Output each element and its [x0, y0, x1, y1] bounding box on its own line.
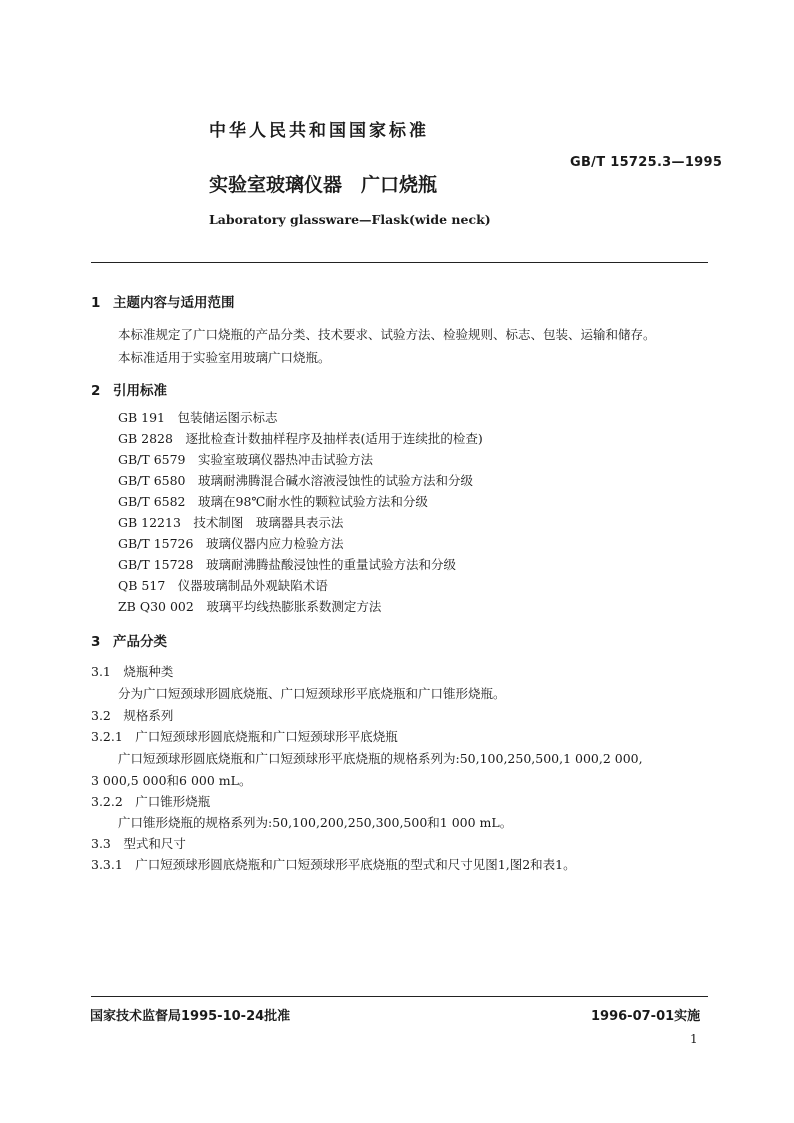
reference-item: GB/T 6580 玻璃耐沸腾混合碱水溶液浸蚀性的试验方法和分级 — [118, 473, 474, 488]
reference-item: GB 12213 技术制图 玻璃器具表示法 — [118, 515, 344, 530]
section-2-heading — [91, 379, 167, 399]
section-1-heading — [91, 291, 235, 311]
reference-item: GB/T 6579 实验室玻璃仪器热冲击试验方法 — [118, 452, 374, 467]
section-3-number: 3 — [91, 634, 101, 650]
subsection-3-2-1-text-line-2: 3 000,5 000和6 000 mL。 — [91, 773, 252, 788]
subsection-3-2-2-label: 3.2.2 广口锥形烧瓶 — [91, 794, 211, 809]
reference-item: GB/T 6582 玻璃在98℃耐水性的颗粒试验方法和分级 — [118, 494, 428, 509]
section-2-number: 2 — [91, 383, 101, 399]
page-number: 1 — [690, 1032, 698, 1046]
section-1-paragraph-2: 本标准适用于实验室用玻璃广口烧瓶。 — [118, 350, 331, 365]
section-1-paragraph-1: 本标准规定了广口烧瓶的产品分类、技术要求、试验方法、检验规则、标志、包装、运输和储存。 — [118, 327, 656, 342]
subsection-3-1-label: 3.1 烧瓶种类 — [91, 664, 174, 679]
reference-standards-list — [118, 407, 483, 617]
document-title-cn: 实验室玻璃仪器 广口烧瓶 — [209, 174, 438, 196]
subsection-3-2-1-text-line-1: 广口短颈球形圆底烧瓶和广口短颈球形平底烧瓶的规格系列为:50,100,250,500,1 000,2 000, — [118, 751, 643, 766]
country-standard-heading: 中华人民共和国国家标准 — [209, 121, 429, 141]
reference-item: GB 2828 逐批检查计数抽样程序及抽样表(适用于连续批的检查) — [118, 431, 483, 446]
reference-item: GB/T 15728 玻璃耐沸腾盐酸浸蚀性的重量试验方法和分级 — [118, 557, 456, 572]
section-1-title: 主题内容与适用范围 — [113, 295, 235, 311]
header-divider — [91, 262, 708, 263]
section-3-title: 产品分类 — [113, 634, 167, 650]
subsection-3-1-text: 分为广口短颈球形圆底烧瓶、广口短颈球形平底烧瓶和广口锥形烧瓶。 — [118, 686, 506, 701]
subsection-3-3-label: 3.3 型式和尺寸 — [91, 836, 186, 851]
section-3-heading — [91, 630, 167, 650]
standard-code: GB/T 15725.3—1995 — [570, 155, 723, 170]
reference-item: GB/T 15726 玻璃仪器内应力检验方法 — [118, 536, 344, 551]
reference-item: QB 517 仪器玻璃制品外观缺陷术语 — [118, 578, 328, 593]
subsection-3-2-2-text: 广口锥形烧瓶的规格系列为:50,100,200,250,300,500和1 000 mL。 — [118, 815, 513, 830]
section-1-number: 1 — [91, 295, 101, 311]
reference-item: GB 191 包装储运图示标志 — [118, 410, 278, 425]
implementation-date: 1996-07-01实施 — [591, 1009, 701, 1024]
footer-divider — [91, 996, 708, 997]
approval-date: 国家技术监督局1995-10-24批准 — [90, 1009, 291, 1024]
document-title-en: Laboratory glassware—Flask(wide neck) — [209, 212, 491, 227]
subsection-3-2-label: 3.2 规格系列 — [91, 708, 174, 723]
subsection-3-3-1-label: 3.3.1 广口短颈球形圆底烧瓶和广口短颈球形平底烧瓶的型式和尺寸见图1,图2和表1。 — [91, 857, 576, 872]
section-2-title: 引用标准 — [113, 383, 167, 399]
reference-item: ZB Q30 002 玻璃平均线热膨胀系数测定方法 — [118, 599, 382, 614]
subsection-3-2-1-label: 3.2.1 广口短颈球形圆底烧瓶和广口短颈球形平底烧瓶 — [91, 729, 398, 744]
